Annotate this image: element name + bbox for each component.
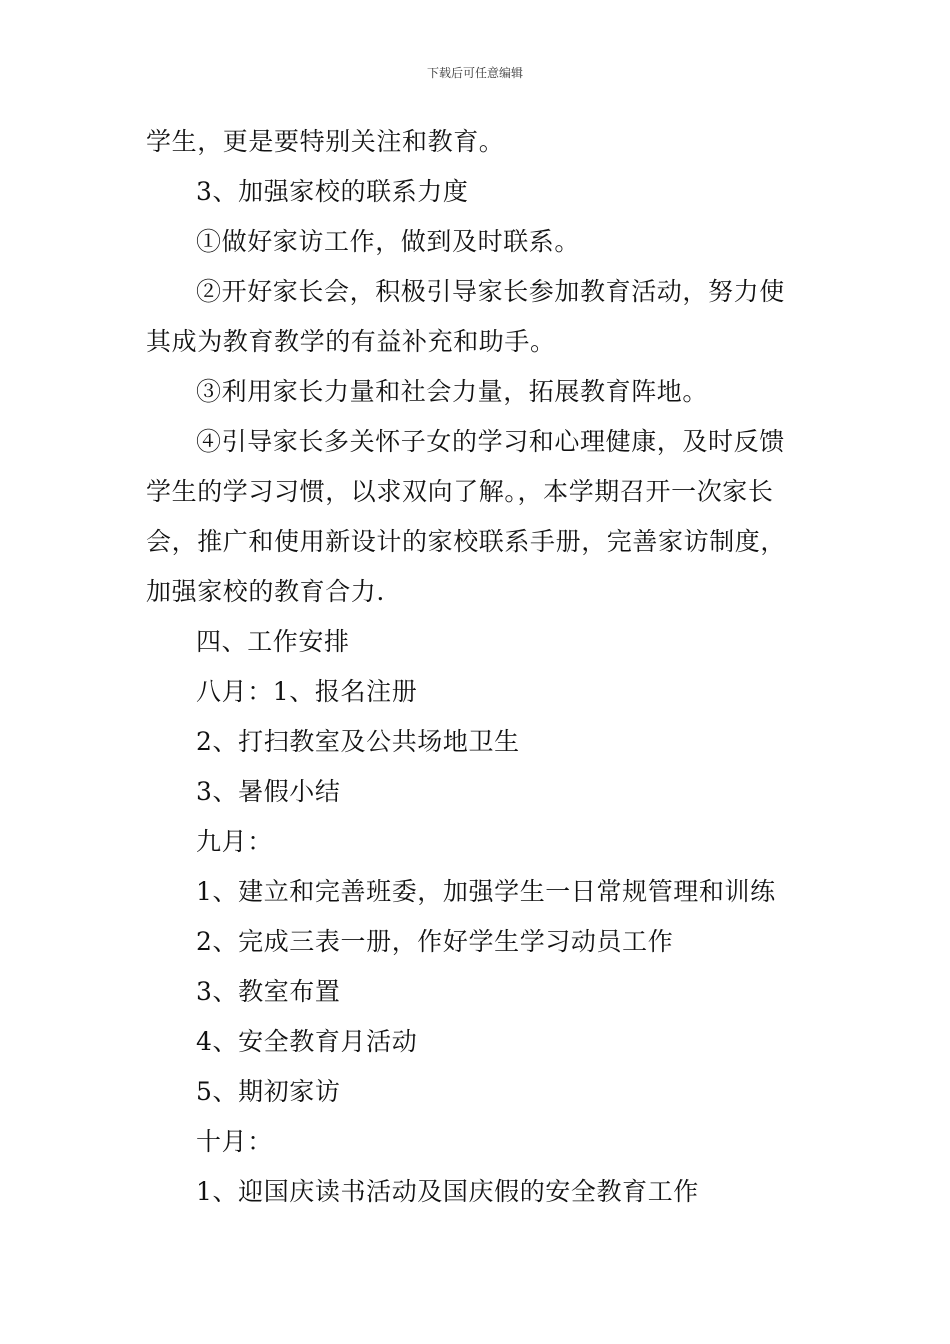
text-line: 2、打扫教室及公共场地卫生 — [196, 727, 520, 756]
text-line: 1、迎国庆读书活动及国庆假的安全教育工作 — [196, 1177, 699, 1206]
text-line: ④引导家长多关怀子女的学习和心理健康，及时反馈 — [196, 427, 785, 456]
text-line: 4、安全教育月活动 — [196, 1027, 418, 1056]
text-line: 其成为教育教学的有益补充和助手。 — [146, 327, 556, 356]
text-line: 2、完成三表一册，作好学生学习动员工作 — [196, 927, 674, 956]
text-line: 3、暑假小结 — [196, 777, 341, 806]
section-heading: 四、工作安排 — [196, 627, 350, 656]
text-line: 加强家校的教育合力. — [146, 577, 385, 606]
month-heading: 十月： — [196, 1127, 273, 1156]
text-line: 八月：1、报名注册 — [196, 677, 418, 706]
month-heading: 九月： — [196, 827, 273, 856]
text-line: 学生的学习习惯，以求双向了解。，本学期召开一次家长 — [146, 477, 774, 506]
text-line: 5、期初家访 — [196, 1077, 341, 1106]
text-line: 学生，更是要特别关注和教育。 — [146, 127, 505, 156]
page-header-note: 下载后可任意编辑 — [426, 66, 523, 80]
text-line: ①做好家访工作，做到及时联系。 — [196, 227, 581, 256]
text-line: ③利用家长力量和社会力量，拓展教育阵地。 — [196, 377, 709, 406]
text-line: 会，推广和使用新设计的家校联系手册，完善家访制度， — [146, 527, 787, 556]
text-line: 1、建立和完善班委，加强学生一日常规管理和训练 — [196, 877, 776, 906]
text-line: ②开好家长会，积极引导家长参加教育活动，努力使 — [196, 277, 785, 306]
text-line: 3、教室布置 — [196, 977, 341, 1006]
text-line: 3、加强家校的联系力度 — [196, 177, 469, 206]
